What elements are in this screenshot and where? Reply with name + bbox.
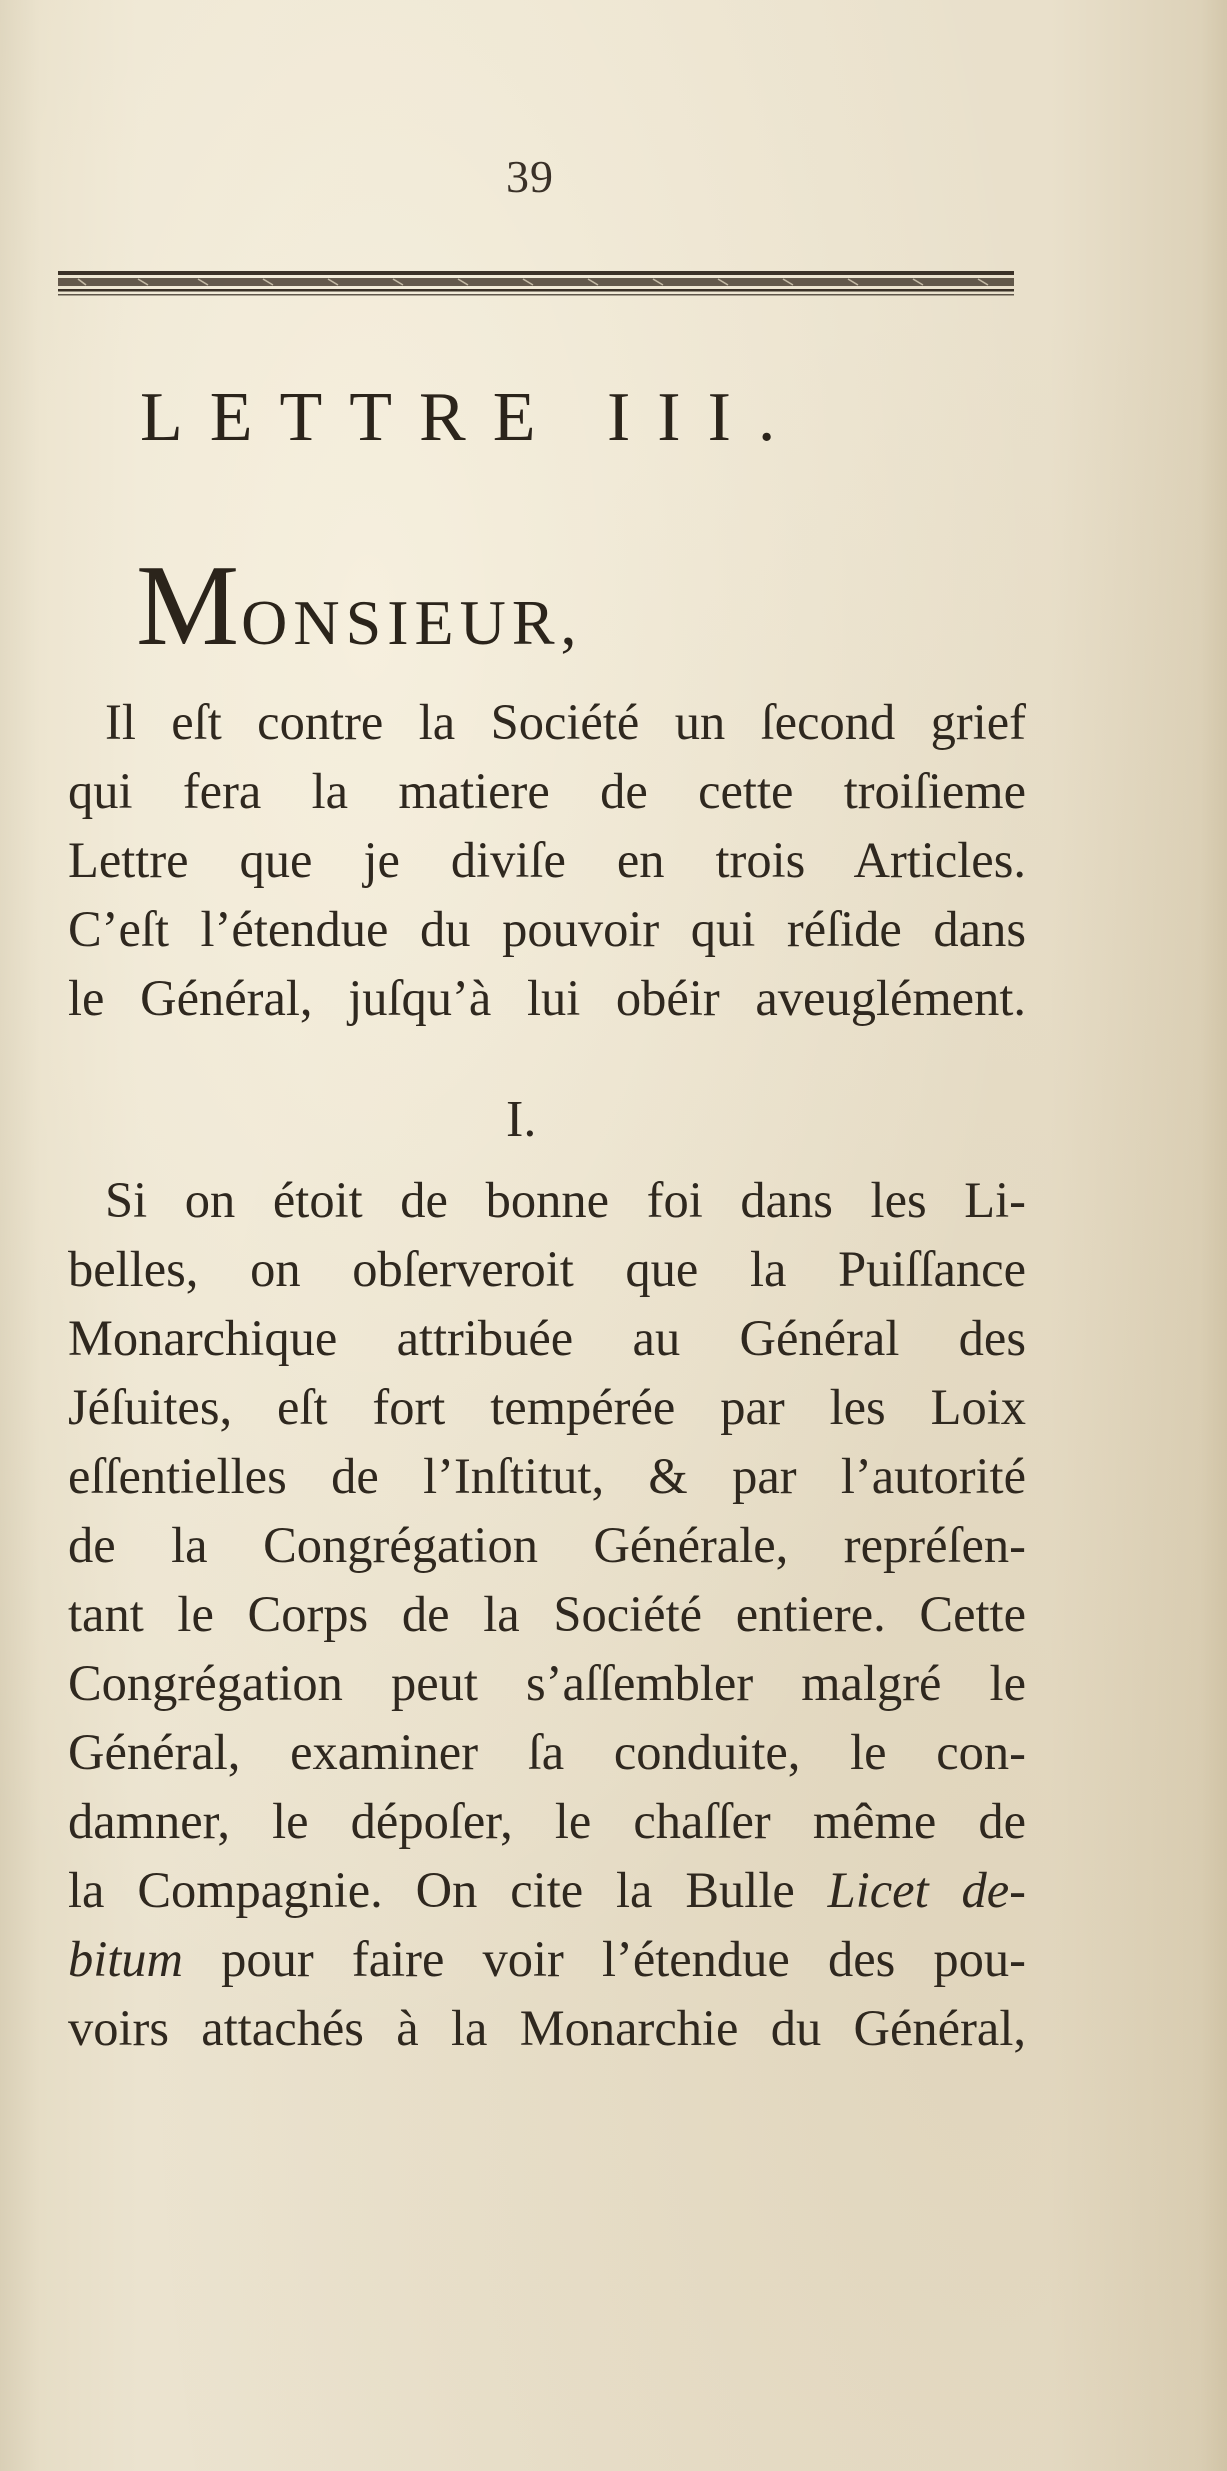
text-line: voirs attachés à la Monarchie du Général, (68, 2000, 1026, 2056)
salutation (136, 542, 583, 670)
italic-title: bitum (68, 1931, 184, 1987)
salutation-initial: M (136, 542, 242, 670)
text-line: Si on étoit de bonne foi dans les Li- (105, 1172, 1026, 1228)
ornamental-rule (58, 268, 1014, 298)
text-line: Jéſuites, eſt fort tempérée par les Loix (68, 1379, 1026, 1435)
text-line: damner, le dépoſer, le chaſſer même de (68, 1793, 1026, 1849)
text-segment: pour faire voir l’étendue des pou- (221, 1931, 1026, 1987)
text-line: eſſentielles de l’Inſtitut, & par l’autorité (68, 1448, 1026, 1504)
text-line: le Général, juſqu’à lui obéir aveuglément. (68, 970, 1026, 1026)
text-line-with-italic (68, 1925, 1026, 1994)
text-line: Général, examiner ſa conduite, le con- (68, 1724, 1026, 1780)
text-line-with-italic (68, 1856, 1026, 1925)
text-line: tant le Corps de la Société entiere. Cette (68, 1586, 1026, 1642)
text-line: Congrégation peut s’aſſembler malgré le (68, 1655, 1026, 1711)
italic-title: Licet de- (827, 1862, 1026, 1918)
text-segment: la Compagnie. On cite la Bulle (68, 1862, 795, 1918)
letter-heading: LETTRE III. (140, 379, 803, 456)
text-line: Lettre que je diviſe en trois Articles. (68, 832, 1026, 888)
text-line: Monarchique attribuée au Général des (68, 1310, 1026, 1366)
salutation-rest: ONSIEUR, (241, 587, 583, 658)
text-line: qui fera la matiere de cette troiſieme (68, 763, 1026, 819)
text-line: de la Congrégation Générale, repréſen- (68, 1517, 1026, 1573)
text-line: Il eſt contre la Société un ſecond grief (105, 694, 1026, 750)
section-number: I. (506, 1091, 537, 1148)
page-number: 39 (506, 151, 554, 202)
paragraph-section-one (68, 1166, 1026, 2063)
paragraph-intro (68, 688, 1026, 1033)
text-line: C’eſt l’étendue du pouvoir qui réſide dans (68, 901, 1026, 957)
text-line: belles, on obſerveroit que la Puiſſance (68, 1241, 1026, 1297)
